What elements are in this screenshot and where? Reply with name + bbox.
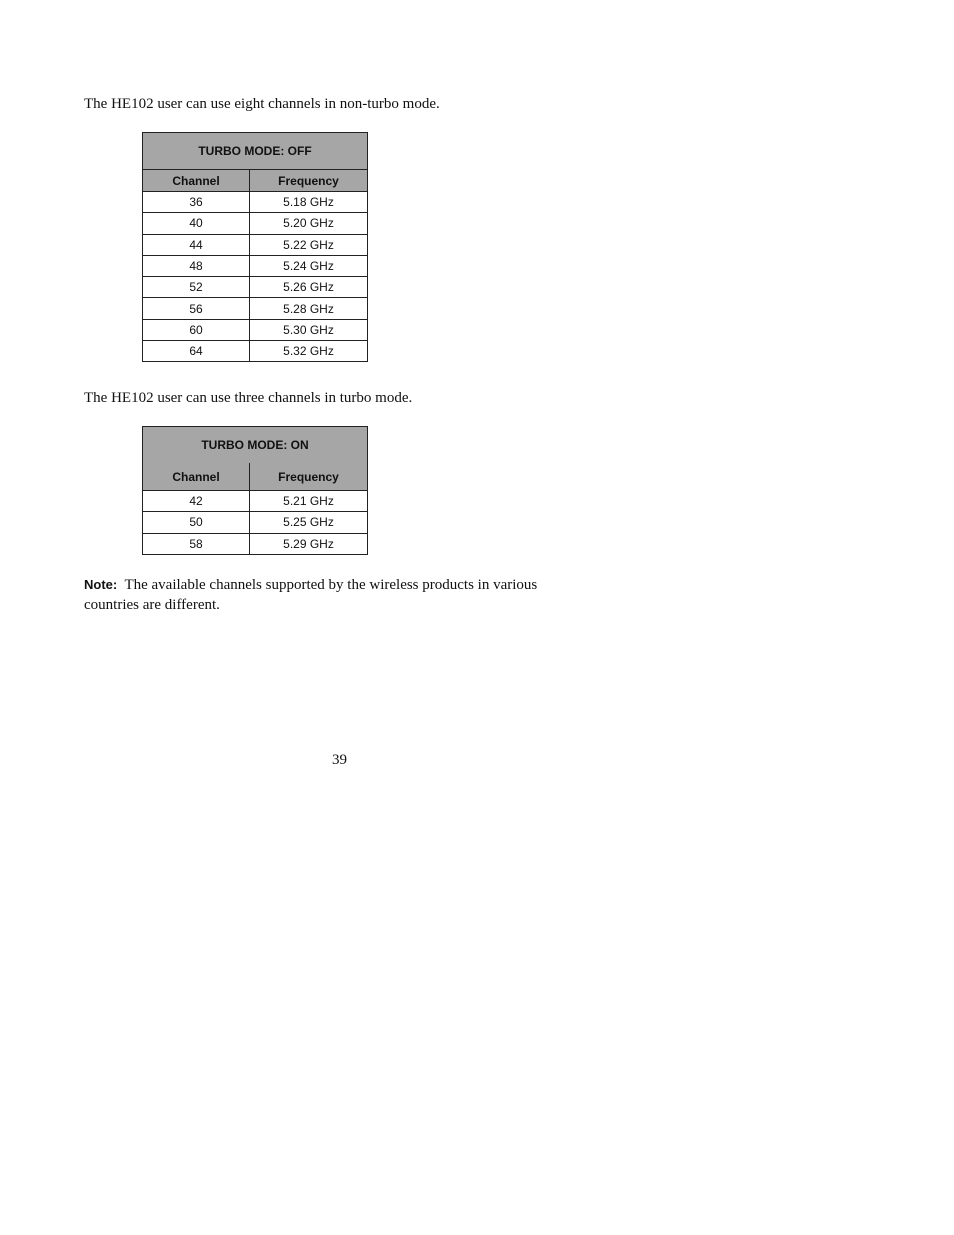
channel-cell: 40 [143,213,250,234]
frequency-cell: 5.20 GHz [250,213,368,234]
table-row [143,213,368,234]
table-row [143,277,368,298]
page-number: 39 [332,752,347,768]
table-row [143,319,368,340]
channel-cell: 58 [143,533,250,554]
channel-cell: 50 [143,512,250,533]
turbo-on-table [142,426,368,555]
table-row [143,192,368,213]
frequency-cell: 5.29 GHz [250,533,368,554]
note-line-1 [84,575,537,595]
channel-cell: 60 [143,319,250,340]
table-row [143,512,368,533]
turbo-on-title: TURBO MODE: ON [143,427,368,464]
channel-cell: 42 [143,491,250,512]
channel-header: Channel [143,463,250,491]
turbo-off-title: TURBO MODE: OFF [143,133,368,170]
frequency-cell: 5.21 GHz [250,491,368,512]
frequency-cell: 5.32 GHz [250,341,368,362]
table-row [143,298,368,319]
frequency-header: Frequency [250,463,368,491]
table-row [143,491,368,512]
note-label: Note: [84,577,118,592]
frequency-cell: 5.26 GHz [250,277,368,298]
frequency-cell: 5.28 GHz [250,298,368,319]
channel-cell: 44 [143,234,250,255]
table-row [143,255,368,276]
frequency-cell: 5.18 GHz [250,192,368,213]
channel-header: Channel [143,170,250,192]
frequency-cell: 5.25 GHz [250,512,368,533]
frequency-cell: 5.24 GHz [250,255,368,276]
frequency-cell: 5.22 GHz [250,234,368,255]
channel-cell: 64 [143,341,250,362]
channel-cell: 36 [143,192,250,213]
channel-cell: 56 [143,298,250,319]
intro-non-turbo: The HE102 user can use eight channels in non-turbo mode. [84,96,440,112]
turbo-off-table [142,132,368,362]
frequency-cell: 5.30 GHz [250,319,368,340]
channel-cell: 48 [143,255,250,276]
table-row [143,341,368,362]
note-line-2: countries are different. [84,597,220,613]
note-text: The available channels supported by the wireless products in various [124,577,538,593]
channel-cell: 52 [143,277,250,298]
table-row [143,533,368,554]
table-row [143,234,368,255]
intro-turbo: The HE102 user can use three channels in turbo mode. [84,390,413,406]
frequency-header: Frequency [250,170,368,192]
